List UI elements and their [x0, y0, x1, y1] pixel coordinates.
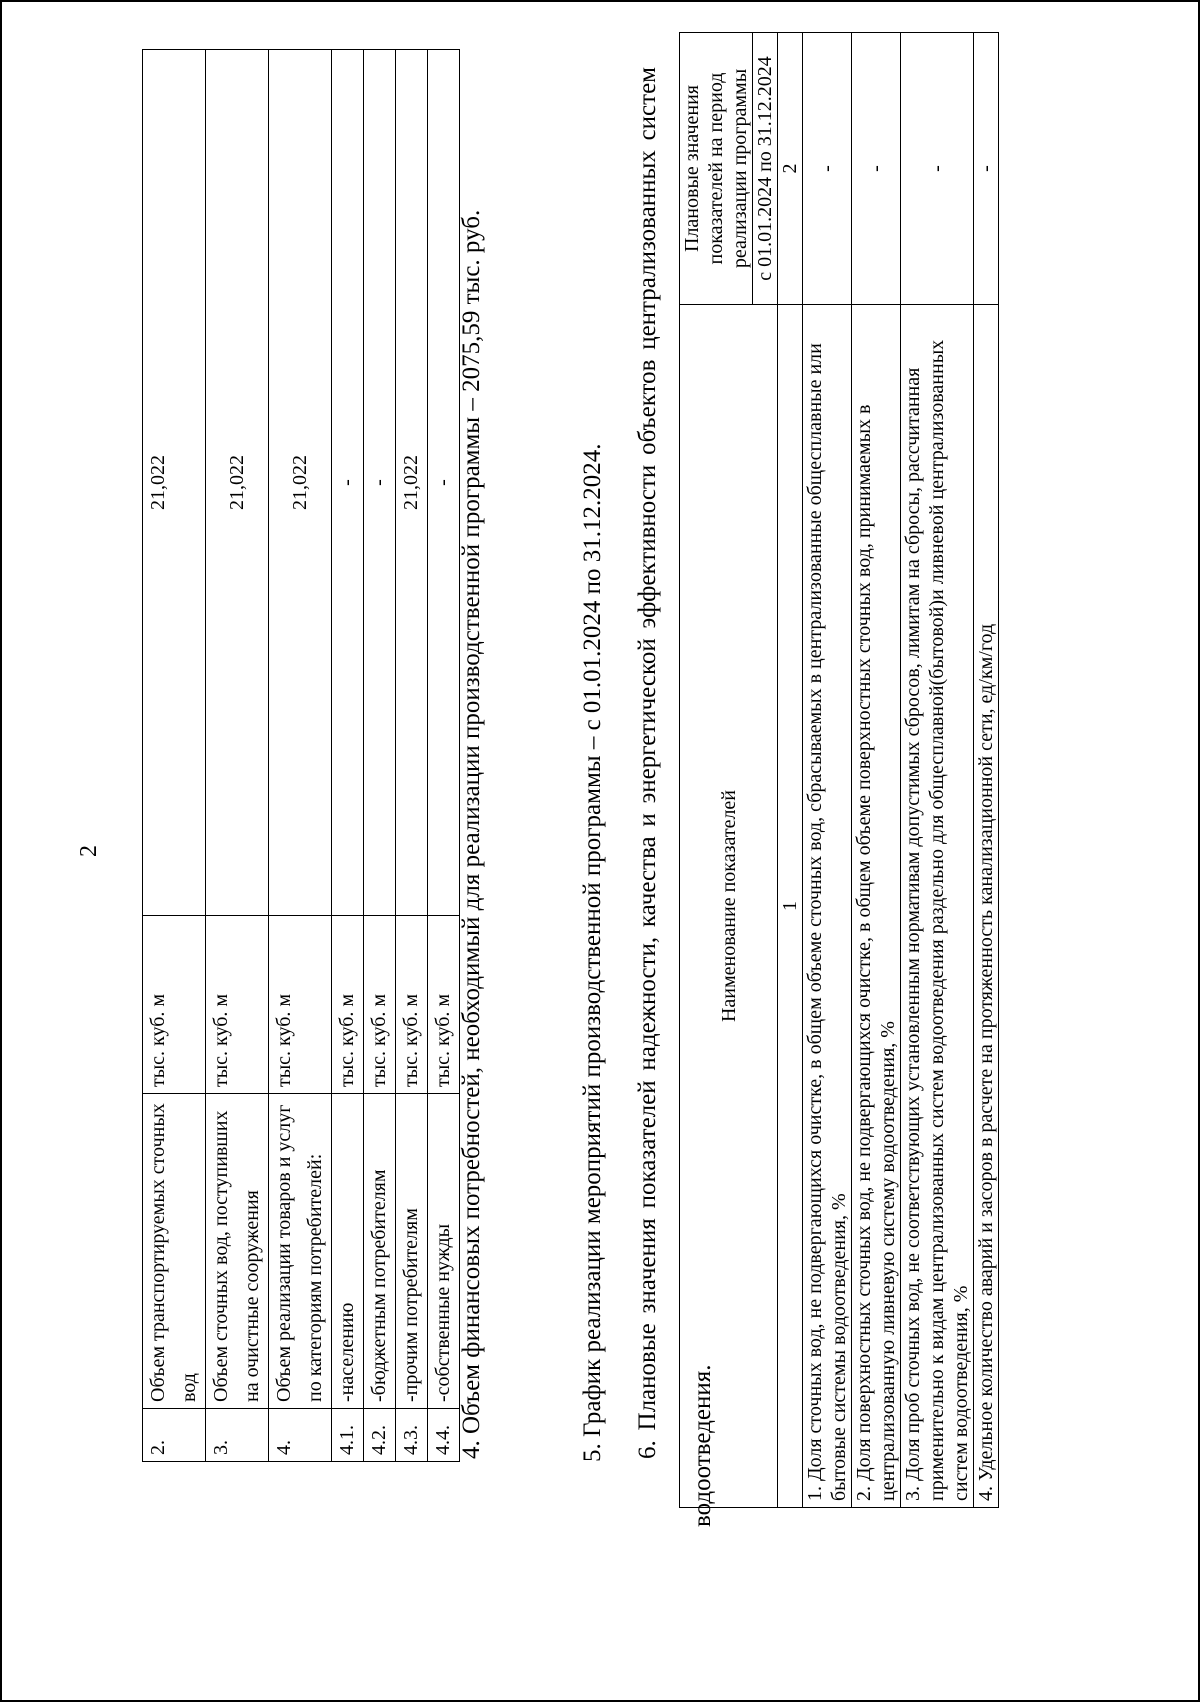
row-value: 21,022: [143, 50, 206, 916]
indicator-name: 4. Удельное количество аварий и засоров в расчете на протяженность канализационной сети, ед/км/год: [974, 305, 999, 1508]
table-row: [206, 50, 269, 1462]
table-row: [269, 50, 332, 1462]
indicators-table: [679, 32, 999, 1508]
indicator-value: -: [974, 33, 999, 305]
row-unit: тыс. куб. м: [396, 916, 428, 1094]
row-name: -собственные нужды: [428, 1094, 460, 1409]
row-number: 4.2.: [364, 1409, 396, 1462]
table-row: [364, 50, 396, 1462]
paragraph-schedule: 5. График реализации мероприятий производственной программы – с 01.01.2024 по 31.12.2024.: [579, 443, 606, 1462]
row-number: 4.4.: [428, 1409, 460, 1462]
row-name: Объем транспортируемых сточных вод: [143, 1094, 206, 1409]
volume-table: [142, 49, 460, 1462]
paragraph-indicators: 6. Плановые значения показателей надежности, качества и энергетической эффективности объектов централизованных систем водоотведения.: [634, 67, 716, 1527]
table-row: [803, 33, 852, 1508]
table-row: [901, 33, 974, 1508]
table-row: [974, 33, 999, 1508]
table-header-row: [680, 33, 753, 1508]
table-column-number-row: [778, 33, 803, 1508]
indicator-name: 2. Доля поверхностных сточных вод, не подвергающихся очистке, в общем объеме поверхностных сточных вод, принимаемых в централизованную ливневую систему водоотведения, %: [852, 305, 901, 1508]
row-number: 3.: [206, 1409, 269, 1462]
row-number: 2.: [143, 1409, 206, 1462]
row-name: Объем сточных вод, поступивших на очистные сооружения: [206, 1094, 269, 1409]
table-row: [852, 33, 901, 1508]
row-name: -прочим потребителям: [396, 1094, 428, 1409]
row-unit: тыс. куб. м: [428, 916, 460, 1094]
row-number: 4.1.: [332, 1409, 364, 1462]
row-unit: тыс. куб. м: [206, 916, 269, 1094]
column-number-2: 2: [778, 33, 803, 305]
row-value: -: [428, 50, 460, 916]
row-value: 21,022: [269, 50, 332, 916]
table-row: [143, 50, 206, 1462]
table-row: [396, 50, 428, 1462]
paragraph-financial-needs: 4. Объем финансовых потребностей, необходимый для реализации производственной программы – 2075,59 тыс. руб.: [458, 209, 485, 1459]
row-unit: тыс. куб. м: [332, 916, 364, 1094]
row-name: -населению: [332, 1094, 364, 1409]
row-value: 21,022: [206, 50, 269, 916]
header-plan-values: Плановые значения показателей на период реализации программы: [680, 33, 753, 305]
row-value: 21,022: [396, 50, 428, 916]
row-name: Объем реализации товаров и услуг по категориям потребителей:: [269, 1094, 332, 1409]
indicator-value: -: [901, 33, 974, 305]
indicator-name: 1. Доля сточных вод, не подвергающихся очистке, в общем объеме сточных вод, сбрасываемых в централизованные общесплавные или бытовые системы водоотведения, %: [803, 305, 852, 1508]
row-number: 4.: [269, 1409, 332, 1462]
indicator-value: -: [803, 33, 852, 305]
row-value: -: [332, 50, 364, 916]
page-number: 2: [76, 845, 102, 857]
row-name: -бюджетным потребителям: [364, 1094, 396, 1409]
column-number-1: 1: [778, 305, 803, 1508]
table-row: [332, 50, 364, 1462]
indicator-value: -: [852, 33, 901, 305]
row-unit: тыс. куб. м: [269, 916, 332, 1094]
header-indicator-name: Наименование показателей: [680, 305, 778, 1508]
indicator-name: 3. Доля проб сточных вод, не соответствующих установленным нормативам допустимых сбросов, лимитам на сбросы, рассчитанная применительно к видам централизованных систем водоотведения раздельно для общесплавной(бытовой)и ливневой централизованных систем водоотведения, %: [901, 305, 974, 1508]
header-period: с 01.01.2024 по 31.12.2024: [753, 33, 778, 305]
row-unit: тыс. куб. м: [364, 916, 396, 1094]
row-value: -: [364, 50, 396, 916]
row-number: 4.3.: [396, 1409, 428, 1462]
row-unit: тыс. куб. м: [143, 916, 206, 1094]
